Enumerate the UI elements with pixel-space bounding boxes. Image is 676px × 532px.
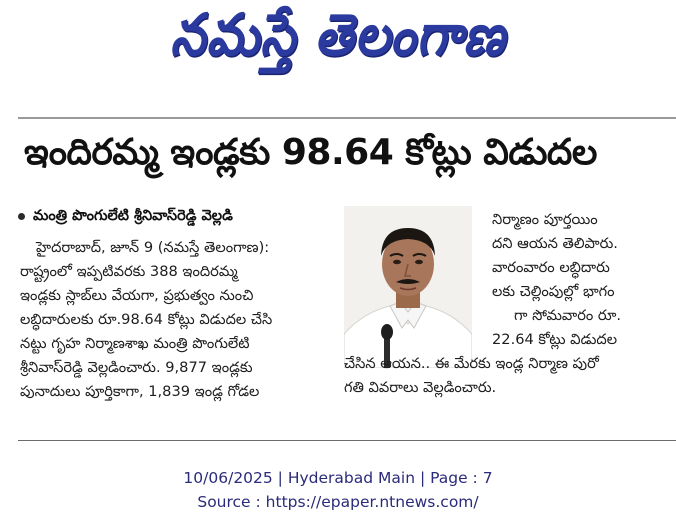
article-body-bottom-lines (344, 352, 674, 400)
masthead-logo: నమస్తే తెలంగాణ (170, 0, 506, 69)
clipping-footer (0, 466, 676, 514)
body-line: 22.64 కోట్లు విడుదల (492, 331, 618, 348)
body-line: వారంవారం లబ్ధిదారు (492, 259, 610, 276)
article-headline: ఇందిరమ్మ ఇండ్లకు 98.64 కోట్లు విడుదల (24, 132, 597, 173)
body-line: రాష్ట్రంలో ఇప్పటివరకు 388 ఇందిరమ్మ (20, 263, 238, 280)
body-line: లకు చెల్లింపుల్లో భాగం (492, 283, 615, 300)
body-line: శ్రీనివాస్‌రెడ్డి వెల్లడించారు. 9,877 ఇండ్లకు (20, 359, 253, 376)
article-body-right-column (492, 208, 674, 352)
header-divider (18, 117, 676, 119)
article-body-left-column (20, 236, 326, 404)
footer-divider (18, 440, 676, 441)
body-line: గా సోమవారం రూ. (514, 307, 621, 324)
newspaper-masthead (0, 0, 676, 92)
portrait-illustration (344, 206, 472, 368)
body-line: నిర్మాణం పూర్తయిం (492, 211, 598, 228)
footer-source-link[interactable]: Source : https://epaper.ntnews.com/ (197, 493, 479, 511)
body-line: పునాదులు పూర్తికాగా, 1,839 ఇండ్ల గోడల (20, 383, 260, 400)
body-line: చేసిన ఆయన.. ఈ మేరకు ఇండ్ల నిర్మాణ పురో (344, 355, 599, 372)
body-line: ఇండ్లకు స్లాబ్‌లు వేయగా, ప్రభుత్వం నుంచి (20, 287, 254, 304)
byline-text: మంత్రి పొంగులేటి శ్రీనివాస్‌రెడ్డి వెల్లడి (33, 208, 233, 224)
minister-photo (344, 206, 472, 368)
body-line: దని ఆయన తెలిపారు. (492, 235, 618, 252)
article-byline (18, 208, 233, 228)
footer-date-edition-page: 10/06/2025 | Hyderabad Main | Page : 7 (183, 469, 493, 487)
body-line: హైదరాబాద్, జూన్ 9 (నమస్తే తెలంగాణ): (36, 239, 270, 256)
body-line: గతి వివరాలు వెల్లడించారు. (344, 379, 497, 396)
body-line: నట్టు గృహ నిర్మాణశాఖ మంత్రి పొంగులేటి (20, 335, 250, 352)
bullet-icon (18, 213, 25, 220)
body-line: లబ్ధిదారులకు రూ.98.64 కోట్లు విడుదల చేసి (20, 311, 273, 328)
